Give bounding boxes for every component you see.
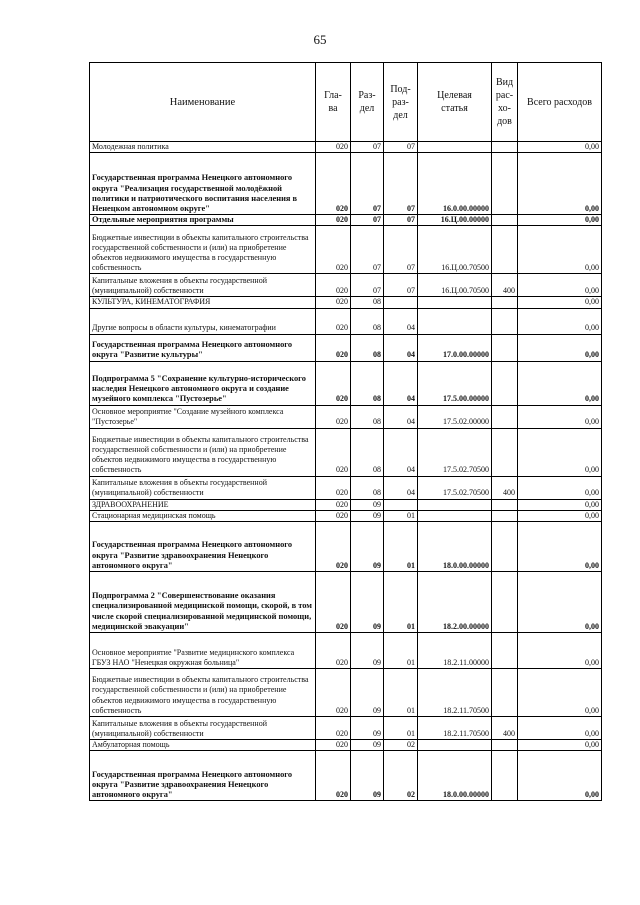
cell-razdel: 08 <box>351 308 384 334</box>
cell-statya: 17.0.00.00000 <box>418 334 492 361</box>
cell-name: Другие вопросы в области культуры, кинематографии <box>90 308 316 334</box>
cell-razdel: 07 <box>351 215 384 226</box>
cell-total: 0,00 <box>518 274 602 297</box>
table-row <box>90 572 602 633</box>
cell-statya <box>418 297 492 308</box>
cell-name: Отдельные мероприятия программы <box>90 215 316 226</box>
cell-podrazdel: 01 <box>384 510 418 521</box>
cell-statya <box>418 510 492 521</box>
cell-vid <box>492 522 518 572</box>
cell-glava: 020 <box>316 510 351 521</box>
cell-vid <box>492 428 518 476</box>
header-vid: Вид рас- хо- дов <box>492 63 518 142</box>
table-row <box>90 740 602 751</box>
cell-podrazdel <box>384 297 418 308</box>
cell-podrazdel: 07 <box>384 142 418 153</box>
budget-table <box>89 62 602 801</box>
cell-razdel: 08 <box>351 476 384 499</box>
cell-podrazdel: 07 <box>384 215 418 226</box>
cell-podrazdel: 02 <box>384 751 418 801</box>
cell-razdel: 08 <box>351 405 384 428</box>
cell-glava: 020 <box>316 428 351 476</box>
header-podrazdel: Под- раз- дел <box>384 63 418 142</box>
cell-glava: 020 <box>316 499 351 510</box>
cell-total: 0,00 <box>518 717 602 740</box>
cell-statya <box>418 142 492 153</box>
table-row <box>90 510 602 521</box>
cell-razdel: 07 <box>351 153 384 215</box>
cell-statya: 17.5.02.70500 <box>418 476 492 499</box>
cell-vid <box>492 499 518 510</box>
cell-vid <box>492 633 518 669</box>
cell-glava: 020 <box>316 361 351 405</box>
cell-total: 0,00 <box>518 153 602 215</box>
cell-glava: 020 <box>316 405 351 428</box>
cell-statya <box>418 308 492 334</box>
cell-razdel: 08 <box>351 428 384 476</box>
cell-total: 0,00 <box>518 633 602 669</box>
header-razdel: Раз- дел <box>351 63 384 142</box>
table-row <box>90 428 602 476</box>
cell-name: Государственная программа Ненецкого автономного округа "Развитие здравоохранения Ненецкого автономного округа" <box>90 522 316 572</box>
cell-podrazdel: 04 <box>384 405 418 428</box>
cell-total: 0,00 <box>518 476 602 499</box>
cell-name: Основное мероприятие "Развитие медицинского комплекса ГБУЗ НАО "Ненецкая окружная больница" <box>90 633 316 669</box>
table-row <box>90 226 602 274</box>
cell-name: Государственная программа Ненецкого автономного округа "Развитие культуры" <box>90 334 316 361</box>
cell-razdel: 09 <box>351 633 384 669</box>
cell-vid: 400 <box>492 476 518 499</box>
cell-total: 0,00 <box>518 334 602 361</box>
cell-total: 0,00 <box>518 361 602 405</box>
cell-total: 0,00 <box>518 522 602 572</box>
cell-name: Капитальные вложения в объекты государственной (муниципальной) собственности <box>90 274 316 297</box>
cell-total: 0,00 <box>518 572 602 633</box>
cell-total: 0,00 <box>518 669 602 717</box>
cell-razdel: 08 <box>351 334 384 361</box>
cell-razdel: 09 <box>351 751 384 801</box>
table-row <box>90 633 602 669</box>
cell-vid <box>492 405 518 428</box>
cell-podrazdel: 01 <box>384 633 418 669</box>
cell-total: 0,00 <box>518 499 602 510</box>
cell-glava: 020 <box>316 215 351 226</box>
cell-vid <box>492 226 518 274</box>
cell-statya: 18.2.11.00000 <box>418 633 492 669</box>
cell-vid <box>492 215 518 226</box>
cell-podrazdel: 01 <box>384 717 418 740</box>
cell-razdel: 09 <box>351 740 384 751</box>
cell-glava: 020 <box>316 226 351 274</box>
table-row <box>90 499 602 510</box>
cell-podrazdel: 01 <box>384 572 418 633</box>
cell-podrazdel: 04 <box>384 476 418 499</box>
cell-glava: 020 <box>316 633 351 669</box>
cell-name: Государственная программа Ненецкого автономного округа "Развитие здравоохранения Ненецкого автономного округа" <box>90 751 316 801</box>
cell-glava: 020 <box>316 476 351 499</box>
cell-glava: 020 <box>316 572 351 633</box>
cell-glava: 020 <box>316 522 351 572</box>
cell-vid <box>492 669 518 717</box>
cell-vid <box>492 361 518 405</box>
cell-statya: 18.2.11.70500 <box>418 669 492 717</box>
cell-podrazdel: 04 <box>384 361 418 405</box>
cell-total: 0,00 <box>518 751 602 801</box>
cell-razdel: 09 <box>351 510 384 521</box>
cell-vid <box>492 510 518 521</box>
cell-statya: 16.0.00.00000 <box>418 153 492 215</box>
cell-name: Подпрограмма 2 "Совершенствование оказания специализированной медицинской помощи, скорой, в том числе скорой специализированной медицинской помощи, медицинской эвакуации" <box>90 572 316 633</box>
cell-glava: 020 <box>316 669 351 717</box>
cell-name: Основное мероприятие "Создание музейного комплекса "Пустозерье" <box>90 405 316 428</box>
cell-statya: 16.Ц.00.70500 <box>418 274 492 297</box>
cell-statya <box>418 499 492 510</box>
header-statya: Целевая статья <box>418 63 492 142</box>
cell-vid: 400 <box>492 274 518 297</box>
cell-podrazdel: 04 <box>384 308 418 334</box>
cell-podrazdel: 01 <box>384 522 418 572</box>
cell-vid <box>492 572 518 633</box>
cell-name: Бюджетные инвестиции в объекты капитального строительства государственной собственности и (или) на приобретение объектов недвижимого имущества в государственную собственность <box>90 226 316 274</box>
cell-glava: 020 <box>316 334 351 361</box>
cell-name: Капитальные вложения в объекты государственной (муниципальной) собственности <box>90 476 316 499</box>
cell-statya: 18.2.00.00000 <box>418 572 492 633</box>
cell-glava: 020 <box>316 740 351 751</box>
cell-vid <box>492 297 518 308</box>
table-row <box>90 751 602 801</box>
cell-razdel: 07 <box>351 142 384 153</box>
cell-statya: 17.5.00.00000 <box>418 361 492 405</box>
cell-statya: 16.Ц.00.00000 <box>418 215 492 226</box>
cell-podrazdel: 07 <box>384 226 418 274</box>
cell-glava: 020 <box>316 297 351 308</box>
cell-glava: 020 <box>316 717 351 740</box>
cell-name: Бюджетные инвестиции в объекты капитального строительства государственной собственности и (или) на приобретение объектов недвижимого имущества в государственную собственность <box>90 669 316 717</box>
cell-glava: 020 <box>316 153 351 215</box>
cell-name: Молодежная политика <box>90 142 316 153</box>
page-number: 65 <box>313 32 327 47</box>
cell-glava: 020 <box>316 751 351 801</box>
cell-vid: 400 <box>492 717 518 740</box>
table-row <box>90 476 602 499</box>
cell-vid <box>492 142 518 153</box>
table-row <box>90 361 602 405</box>
cell-razdel: 09 <box>351 522 384 572</box>
table-row <box>90 142 602 153</box>
cell-podrazdel: 07 <box>384 274 418 297</box>
cell-total: 0,00 <box>518 226 602 274</box>
cell-vid <box>492 308 518 334</box>
cell-podrazdel: 01 <box>384 669 418 717</box>
cell-name: Капитальные вложения в объекты государственной (муниципальной) собственности <box>90 717 316 740</box>
cell-total: 0,00 <box>518 142 602 153</box>
cell-vid <box>492 334 518 361</box>
cell-total: 0,00 <box>518 308 602 334</box>
cell-total: 0,00 <box>518 740 602 751</box>
cell-name: Стационарная медицинская помощь <box>90 510 316 521</box>
table-row <box>90 297 602 308</box>
cell-glava: 020 <box>316 308 351 334</box>
cell-name: Государственная программа Ненецкого автономного округа "Реализация государственной молодёжной политики и патриотического воспитания населения в Ненецком автономном округе" <box>90 153 316 215</box>
header-glava: Гла- ва <box>316 63 351 142</box>
cell-podrazdel: 04 <box>384 334 418 361</box>
cell-total: 0,00 <box>518 297 602 308</box>
cell-podrazdel: 04 <box>384 428 418 476</box>
table-row <box>90 334 602 361</box>
cell-razdel: 09 <box>351 572 384 633</box>
cell-statya <box>418 740 492 751</box>
table-row <box>90 215 602 226</box>
cell-razdel: 07 <box>351 274 384 297</box>
cell-total: 0,00 <box>518 428 602 476</box>
cell-statya: 17.5.02.00000 <box>418 405 492 428</box>
cell-statya: 16.Ц.00.70500 <box>418 226 492 274</box>
cell-total: 0,00 <box>518 510 602 521</box>
cell-razdel: 08 <box>351 361 384 405</box>
header-name: Наименование <box>90 63 316 142</box>
cell-razdel: 09 <box>351 669 384 717</box>
cell-total: 0,00 <box>518 215 602 226</box>
table-row <box>90 308 602 334</box>
cell-name: Бюджетные инвестиции в объекты капитального строительства государственной собственности и (или) на приобретение объектов недвижимого имущества в государственную собственность <box>90 428 316 476</box>
cell-name: Подпрограмма 5 "Сохранение культурно-исторического наследия Ненецкого автономного округа и создание музейного комплекса "Пустозерье" <box>90 361 316 405</box>
cell-statya: 17.5.02.70500 <box>418 428 492 476</box>
cell-razdel: 08 <box>351 297 384 308</box>
cell-glava: 020 <box>316 142 351 153</box>
table-row <box>90 669 602 717</box>
cell-razdel: 09 <box>351 717 384 740</box>
cell-podrazdel: 02 <box>384 740 418 751</box>
cell-vid <box>492 740 518 751</box>
header-row <box>90 63 602 142</box>
cell-name: КУЛЬТУРА, КИНЕМАТОГРАФИЯ <box>90 297 316 308</box>
header-total: Всего расходов <box>518 63 602 142</box>
cell-name: ЗДРАВООХРАНЕНИЕ <box>90 499 316 510</box>
cell-name: Амбулаторная помощь <box>90 740 316 751</box>
cell-glava: 020 <box>316 274 351 297</box>
cell-vid <box>492 751 518 801</box>
table-row <box>90 717 602 740</box>
cell-podrazdel: 07 <box>384 153 418 215</box>
table-row <box>90 522 602 572</box>
cell-razdel: 09 <box>351 499 384 510</box>
cell-statya: 18.0.00.00000 <box>418 522 492 572</box>
table-row <box>90 405 602 428</box>
cell-statya: 18.0.00.00000 <box>418 751 492 801</box>
cell-total: 0,00 <box>518 405 602 428</box>
cell-statya: 18.2.11.70500 <box>418 717 492 740</box>
table-row <box>90 274 602 297</box>
cell-razdel: 07 <box>351 226 384 274</box>
cell-podrazdel <box>384 499 418 510</box>
cell-vid <box>492 153 518 215</box>
table-row <box>90 153 602 215</box>
